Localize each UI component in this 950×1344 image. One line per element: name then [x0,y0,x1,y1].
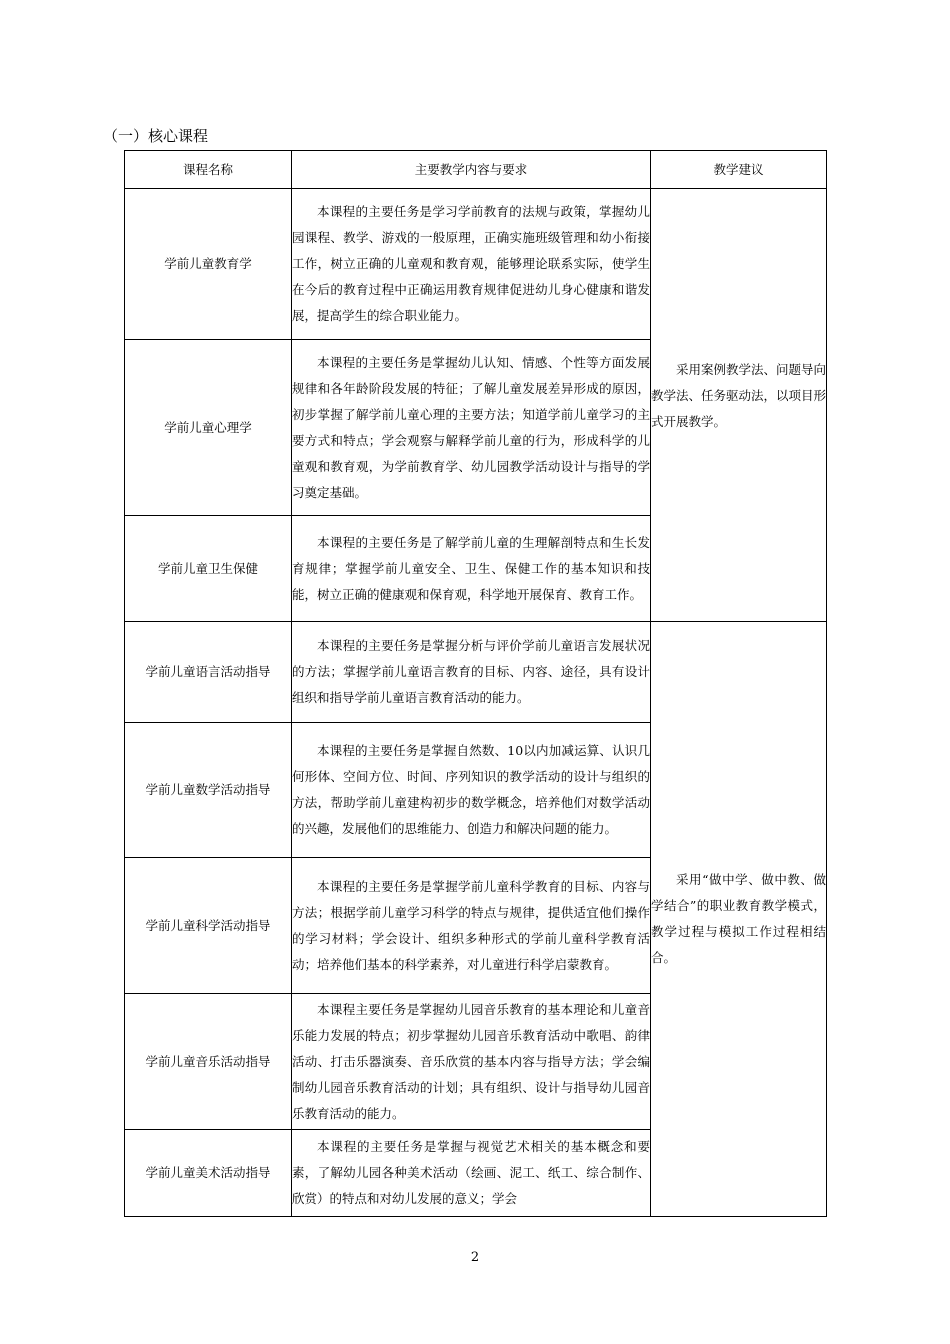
course-content: 本课程的主要任务是掌握自然数、10以内加减运算、认识几何形体、空间方位、时间、序列知识的教学活动的设计与组织的方法，帮助学前儿童建构初步的数学概念，培养他们对数学活动的兴趣，发展他们的思维能力、创造力和解决问题的能力。 [292,723,651,858]
course-name: 学前儿童卫生保健 [125,516,292,622]
section-title: （一）核心课程 [103,127,209,145]
header-content: 主要教学内容与要求 [292,151,651,189]
course-content: 本课程主要任务是掌握幼儿园音乐教育的基本理论和儿童音乐能力发展的特点；初步掌握幼儿园音乐教育活动中歌唱、韵律活动、打击乐器演奏、音乐欣赏的基本内容与指导方法；学会编制幼儿园音乐教育活动的计划；具有组织、设计与指导幼儿园音乐教育活动的能力。 [292,994,651,1130]
course-content: 本课程的主要任务是学习学前教育的法规与政策，掌握幼儿园课程、教学、游戏的一般原理，正确实施班级管理和幼小衔接工作，树立正确的儿童观和教育观，能够理论联系实际，使学生在今后的教育过程中正确运用教育规律促进幼儿身心健康和谐发展，提高学生的综合职业能力。 [292,189,651,340]
page-number: 2 [470,1250,480,1265]
table-row [125,189,827,340]
course-name: 学前儿童数学活动指导 [125,723,292,858]
course-name: 学前儿童科学活动指导 [125,858,292,994]
table-header-row [125,151,827,189]
course-content: 本课程的主要任务是掌握与视觉艺术相关的基本概念和要素，了解幼儿园各种美术活动（绘画、泥工、纸工、综合制作、欣赏）的特点和对幼儿发展的意义；学会 [292,1130,651,1217]
course-name: 学前儿童心理学 [125,340,292,516]
core-course-table [124,150,827,1217]
header-advice: 教学建议 [651,151,827,189]
course-content: 本课程的主要任务是掌握学前儿童科学教育的目标、内容与方法；根据学前儿童学习科学的特点与规律，提供适宜他们操作的学习材料；学会设计、组织多种形式的学前儿童科学教育活动；培养他们基本的科学素养，对儿童进行科学启蒙教育。 [292,858,651,994]
course-content: 本课程的主要任务是了解学前儿童的生理解剖特点和生长发育规律；掌握学前儿童安全、卫生、保健工作的基本知识和技能，树立正确的健康观和保育观，科学地开展保育、教育工作。 [292,516,651,622]
course-name: 学前儿童语言活动指导 [125,622,292,723]
course-name: 学前儿童美术活动指导 [125,1130,292,1217]
course-content: 本课程的主要任务是掌握分析与评价学前儿童语言发展状况的方法；掌握学前儿童语言教育的目标、内容、途径，具有设计组织和指导学前儿童语言教育活动的能力。 [292,622,651,723]
course-content: 本课程的主要任务是掌握幼儿认知、情感、个性等方面发展规律和各年龄阶段发展的特征；了解儿童发展差异形成的原因，初步掌握了解学前儿童心理的主要方法；知道学前儿童学习的主要方式和特点；学会观察与解释学前儿童的行为，形成科学的儿童观和教育观，为学前教育学、幼儿园教学活动设计与指导的学习奠定基础。 [292,340,651,516]
table-row [125,622,827,723]
teaching-advice: 采用案例教学法、问题导向教学法、任务驱动法，以项目形式开展教学。 [651,189,827,622]
header-course-name: 课程名称 [125,151,292,189]
teaching-advice: 采用“做中学、做中教、做学结合”的职业教育教学模式，教学过程与模拟工作过程相结合。 [651,622,827,1217]
course-name: 学前儿童教育学 [125,189,292,340]
course-name: 学前儿童音乐活动指导 [125,994,292,1130]
